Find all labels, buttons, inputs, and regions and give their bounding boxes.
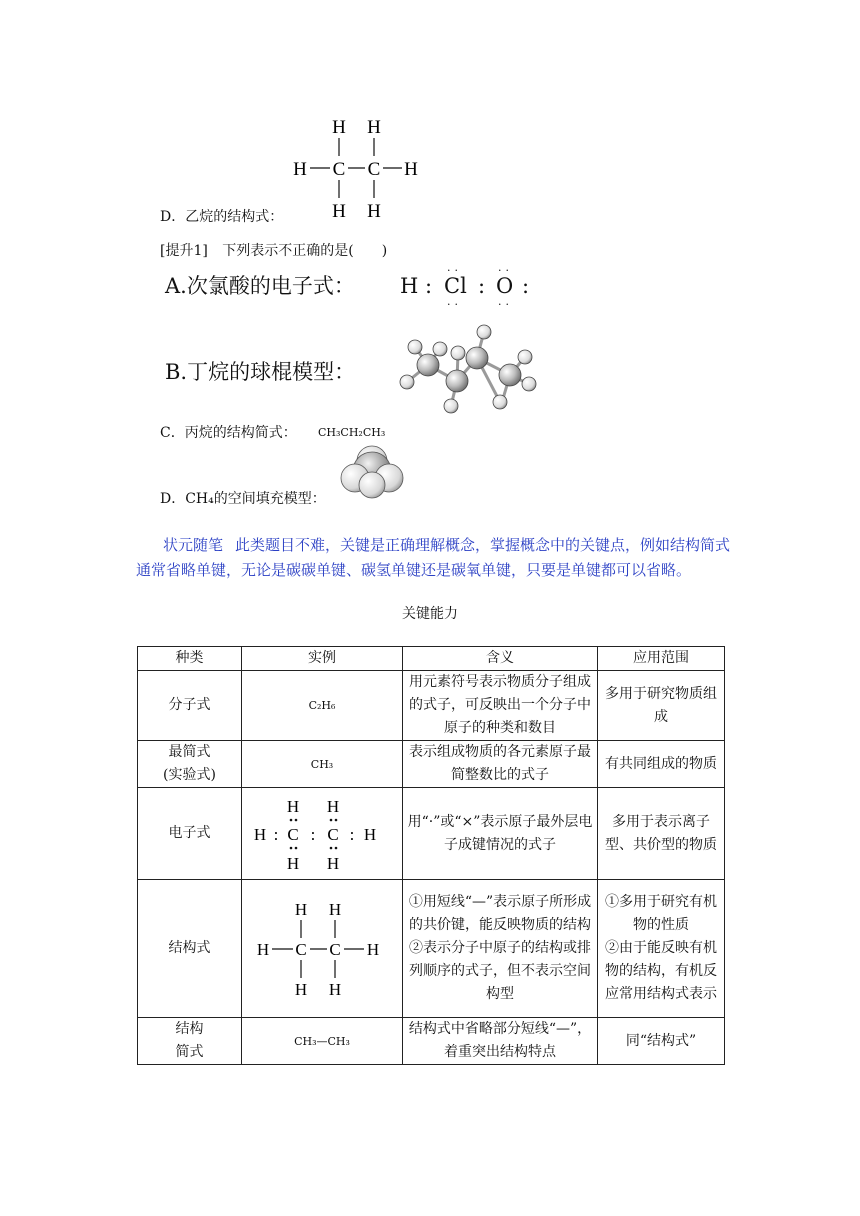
atom-c: C [332, 159, 346, 180]
atom-h: H [256, 939, 270, 959]
cell-example: CH₃ [242, 741, 403, 788]
cell-usage: 多用于研究物质组成 [598, 671, 725, 741]
atom-cl: Cl [444, 274, 467, 298]
cell-example: CH₃—CH₃ [242, 1018, 403, 1065]
ethane-electron-formula [252, 795, 392, 873]
lone-pair-dots: ·· [447, 264, 462, 277]
cell-type: 分子式 [138, 671, 242, 741]
hclo-electron-formula [400, 262, 550, 310]
atom-h: H [328, 979, 342, 999]
table-row [138, 880, 725, 1018]
shared-pair: : [425, 274, 433, 298]
cell-type: 电子式 [138, 788, 242, 880]
option-b-label: B.丁烷的球棍模型： [165, 360, 356, 384]
note-text: 此类题目不难，关键是正确理解概念，掌握概念中的关键点，例如结构简式通常省略单键，无论是碳碳单键、碳氢单键还是碳氧单键，只要是单键都可以省略。 [136, 536, 731, 579]
atom-o: O [496, 274, 514, 298]
option-d-ethane-label: D．乙烷的结构式： [160, 209, 284, 225]
atom-h: H [293, 159, 307, 180]
cell-type: 结构式 [138, 880, 242, 1018]
table-header: 种类 [138, 647, 242, 671]
methane-space-filling-model [338, 444, 410, 500]
cell-example: C₂H₆ [242, 671, 403, 741]
cell-meaning: 结构式中省略部分短线“—”，着重突出结构特点 [403, 1018, 598, 1065]
atom-c: C [327, 824, 339, 844]
shared-pair: : [310, 824, 316, 844]
cell-usage: 有共同组成的物质 [598, 741, 725, 788]
lone-pair: : [522, 274, 530, 298]
atom-h: H [326, 796, 340, 816]
cell-meaning: 表示组成物质的各元素原子最简整数比的式子 [403, 741, 598, 788]
option-c-label: C．丙烷的结构简式： [160, 425, 297, 441]
question-stem [160, 241, 387, 261]
option-a-label: A.次氯酸的电子式： [165, 274, 355, 298]
table-row [138, 741, 725, 788]
atom-c: C [329, 939, 341, 959]
atom-h: H [363, 824, 377, 844]
cell-meaning: ①用短线“—”表示原子所形成的共价键，能反映物质的结构 ②表示分子中原子的结构或排列顺序的式子，但不表示空间构型 [403, 880, 598, 1018]
table-header-row [138, 647, 725, 671]
cell-meaning: 用元素符号表示物质分子组成的式子，可反映出一个分子中原子的种类和数目 [403, 671, 598, 741]
study-note [136, 533, 732, 583]
cell-example [242, 880, 403, 1018]
atom-h: H [366, 939, 380, 959]
cell-usage: 同“结构式” [598, 1018, 725, 1065]
atom-c: C [367, 159, 381, 180]
shared-pair: : [273, 824, 279, 844]
cell-type: 结构 简式 [138, 1018, 242, 1065]
formula-types-table [137, 646, 725, 1065]
cell-usage: ①多用于研究有机物的性质 ②由于能反映有机物的结构，有机反应常用结构式表示 [598, 880, 725, 1018]
atom-h: H [253, 824, 267, 844]
table-row [138, 788, 725, 880]
atom-h: H [294, 979, 308, 999]
note-title: 状元随笔 [163, 536, 224, 554]
cell-example [242, 788, 403, 880]
table-row [138, 1018, 725, 1065]
ethane-structural-formula [254, 896, 390, 1002]
atom-h: H [326, 853, 340, 873]
section-title: 关键能力 [402, 606, 458, 622]
lone-pair-dots: ·· [498, 298, 513, 311]
atom-h: H [294, 899, 308, 919]
table-header: 实例 [242, 647, 403, 671]
atom-h: H [400, 274, 419, 298]
atom-h: H [328, 899, 342, 919]
atom-h: H [367, 117, 381, 138]
atom-c: C [287, 824, 299, 844]
atom-h: H [286, 853, 300, 873]
atom-h: H [286, 796, 300, 816]
table-row [138, 671, 725, 741]
shared-pair: : [478, 274, 486, 298]
cell-type: 最简式 (实验式) [138, 741, 242, 788]
question-label: [提升1] [160, 243, 208, 259]
ethane-structural-formula [286, 112, 426, 224]
option-d-label: D．CH₄的空间填充模型： [160, 491, 326, 507]
table-header: 应用范围 [598, 647, 725, 671]
cell-usage: 多用于表示离子型、共价型的物质 [598, 788, 725, 880]
atom-c: C [295, 939, 307, 959]
shared-pair: : [349, 824, 355, 844]
atom-h: H [404, 159, 418, 180]
atom-h: H [332, 117, 346, 138]
propane-condensed-formula: CH₃CH₂CH₃ [318, 426, 386, 439]
atom-h: H [332, 201, 346, 222]
lone-pair-dots: ·· [447, 298, 462, 311]
lone-pair-dots: ·· [498, 264, 513, 277]
cell-meaning: 用“·”或“×”表示原子最外层电子成键情况的式子 [403, 788, 598, 880]
butane-ball-stick-model [394, 320, 544, 416]
table-header: 含义 [403, 647, 598, 671]
atom-h: H [367, 201, 381, 222]
question-text: 下列表示不正确的是( ) [222, 243, 388, 259]
